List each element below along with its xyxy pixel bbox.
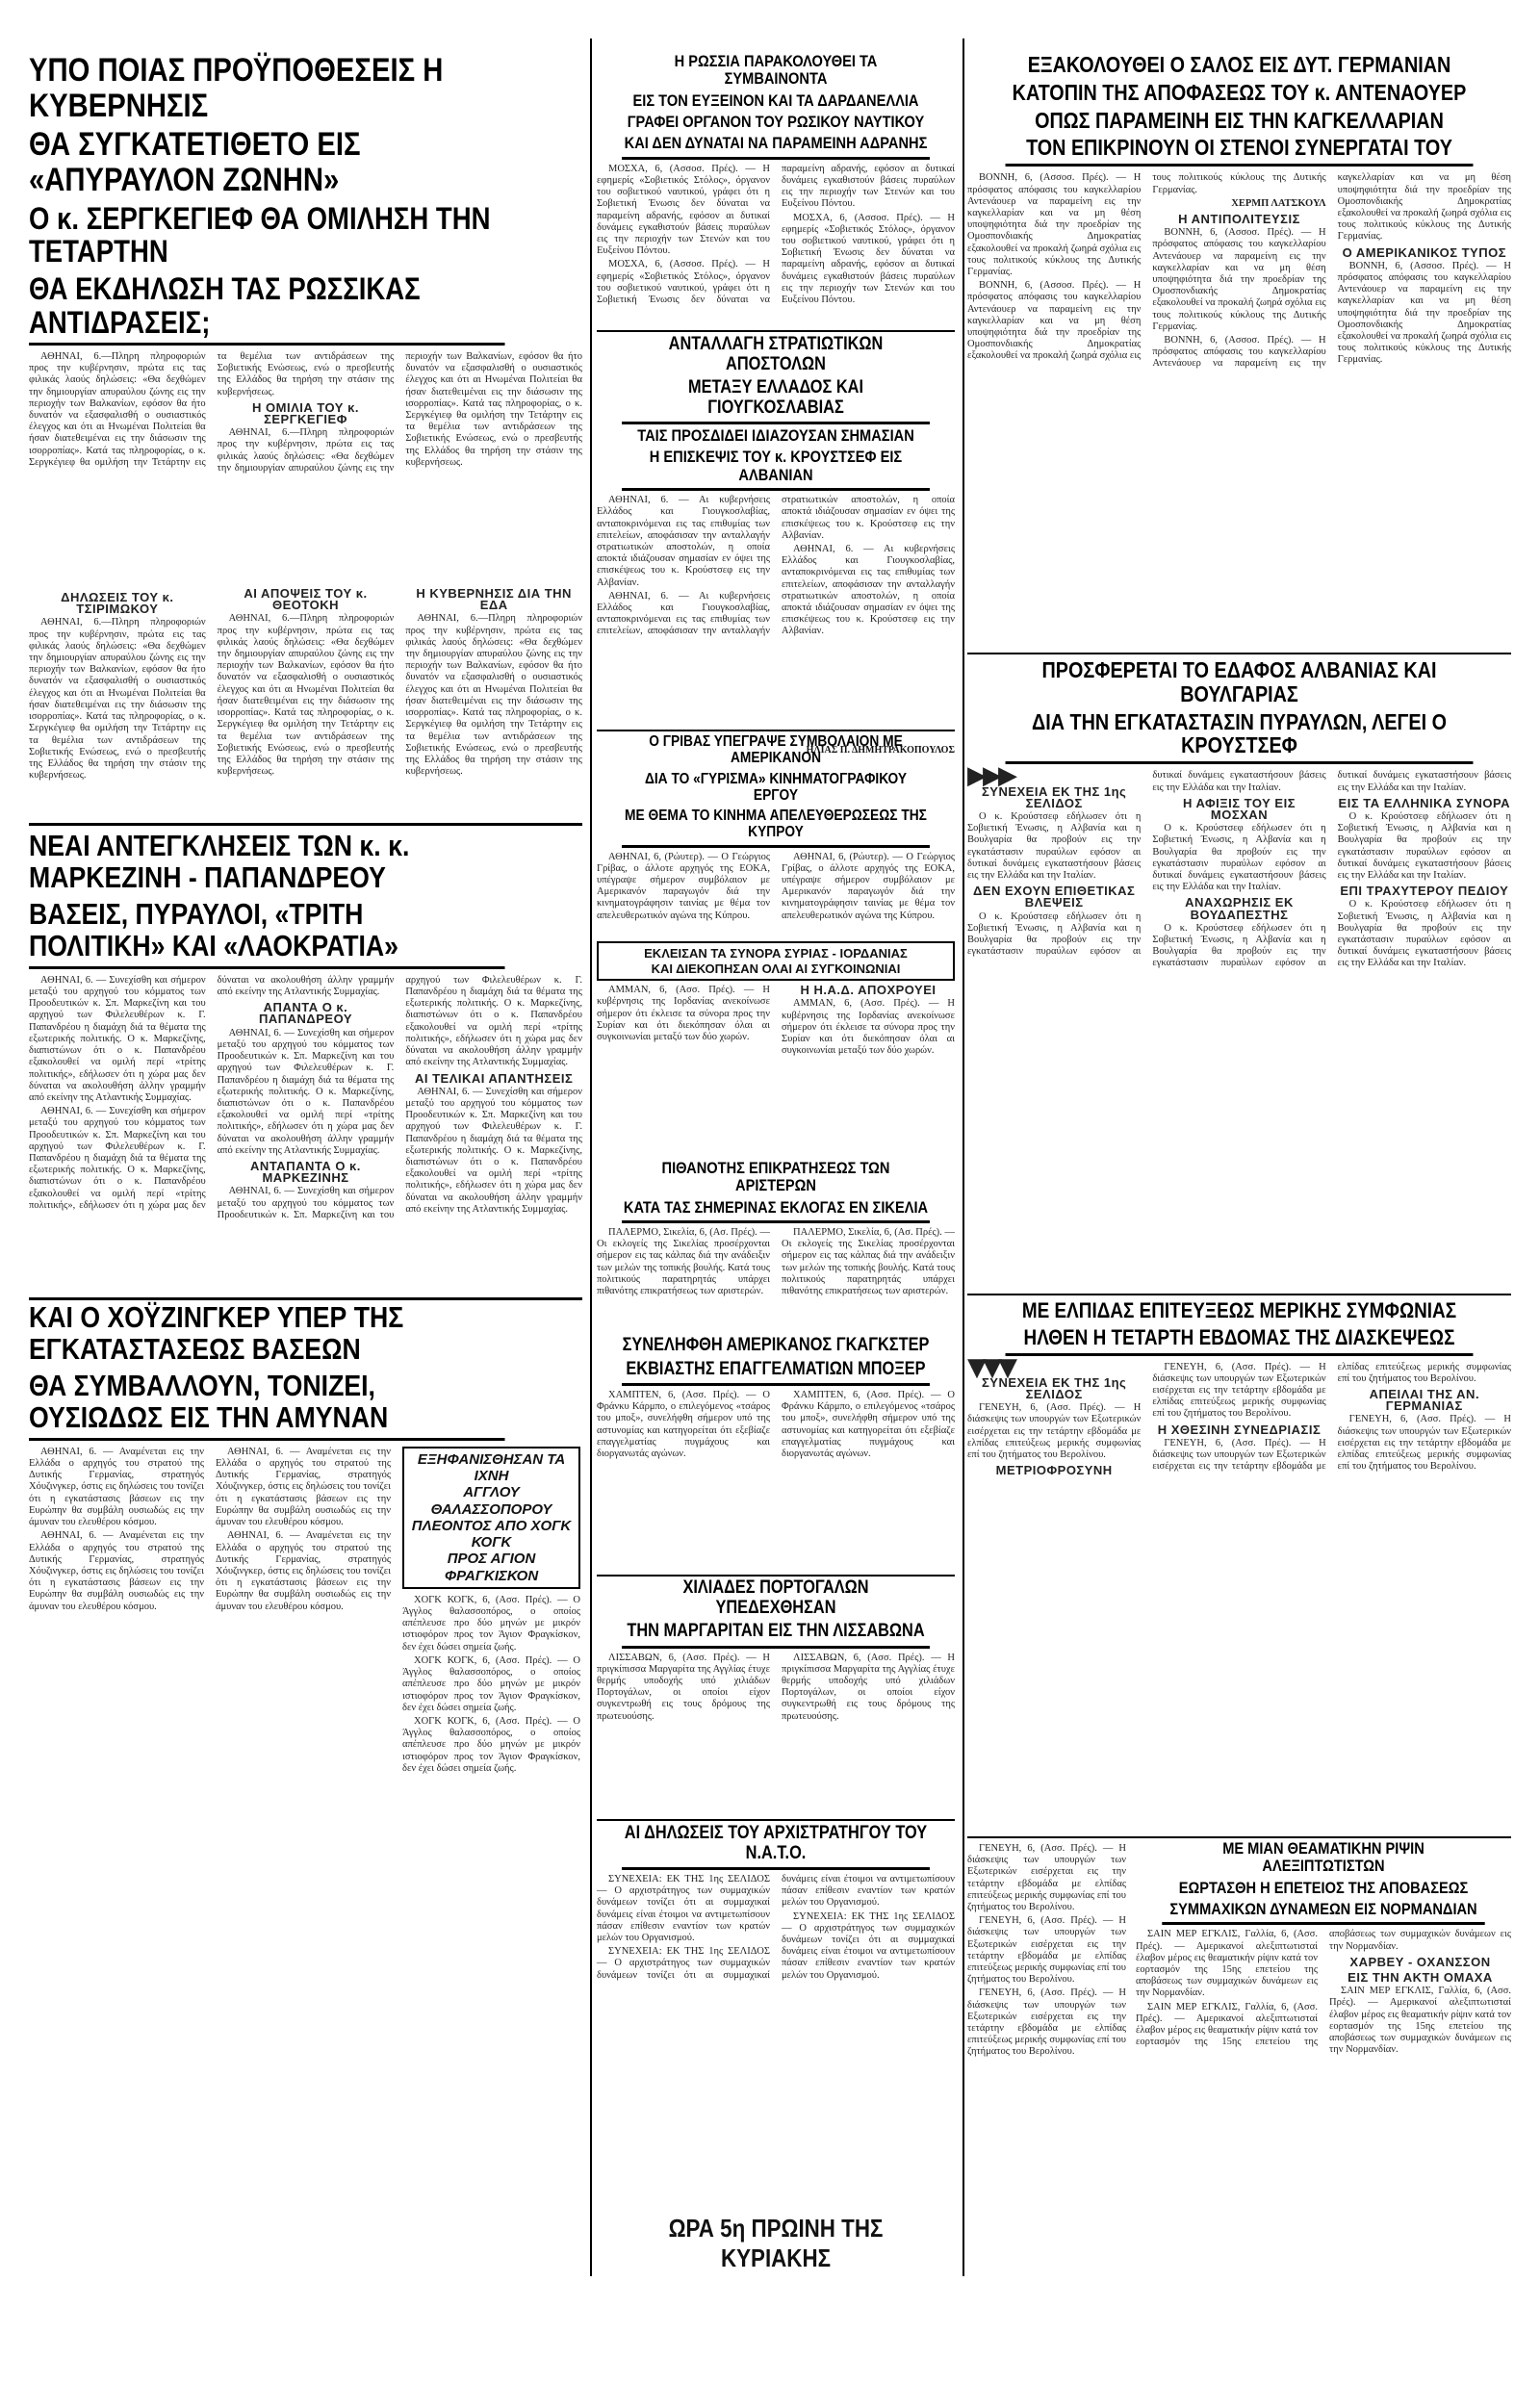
paragraph: ΑΘΗΝΑΙ, 6, (Ρώυτερ). — Ο Γεώργιος Γρίβας, ο άλλοτε αρχηγός της ΕΟΚΑ, υπέγραψε σήμερον συμβόλαιον με Αμερικανόν παραγωγόν διά την κινηματογράφησιν ταινίας με θέμα τον απελευθερωτικόν αγώνα της Κύπρου. [782,851,955,921]
continuation-label: ΣΥΝΕΧΕΙΑ ΕΚ ΤΗΣ 1ης ΣΕΛΙΔΟΣ [981,1374,1127,1401]
paragraph: ΑΘΗΝΑΙ, 6. — Συνεχίσθη και σήμερον μεταξύ του αρχηγού του κόμματος των Προοδευτικών κ. Σπ. Μαρκεζίνη και του αρχηγού των Φιλελευθέρων κ. Γ. Παπανδρέου η διαμάχη διά τα θέματα της εξωτερικής πολιτικής. Ο κ. Μαρκεζίνης, διαπιστώνων ότι ο κ. Παπανδρέου εξακολουθεί να ομιλή περί «τρίτης πολιτικής», εδήλωσεν ότι η χώρα μας δεν δύναται να ακολουθήση άλλην γραμμήν από εκείνην της Ατλαντικής Συμμαχίας. [217,1027,395,1156]
paragraph: ΑΘΗΝΑΙ, 6, (Ρώυτερ). — Ο Γεώργιος Γρίβας, ο άλλοτε αρχηγός της ΕΟΚΑ, υπέγραψε σήμερον συμβόλαιον με Αμερικανόν παραγωγόν διά την κινηματογράφησιν ταινίας με θέμα τον απελευθερωτικόν αγώνα της Κύπρου. [597,851,770,921]
paragraph: ΒΟΝΝΗ, 6, (Ασσοσ. Πρές). — Η πρόσφατος απόφασις του καγκελλαρίου Αντενάουερ να παραμείνη εις την καγκελλαρίαν και να μη θέση υποψηφιότητα διά την προεδρίαν της Ομοσπονδιακής Δημοκρατίας εξακολουθεί να προκαλή ζωηρά σχόλια εις τους πολιτικούς κύκλους της Δυτικής Γερμανίας. [1152,227,1326,332]
subheading: ΑΠΑΝΤΑ Ο κ. ΠΑΠΑΝΔΡΕΟΥ [258,1000,353,1027]
paragraph: Ο κ. Κρούστσεφ εδήλωσεν ότι η Σοβιετική Ένωσις, η Αλβανία και η Βουλγαρία θα προβούν εις την εγκατάστασιν πυραύλων εφόσον αι δυτικαί δυνάμεις εγκαταστήσουν βάσεις εις την Ελλάδα και την Ιταλίαν. [1152,770,1511,969]
headline: ΕΩΡΤΑΣΘΗ Η ΕΠΕΤΕΙΟΣ ΤΗΣ ΑΠΟΒΑΣΕΩΣ [1178,1878,1469,1897]
subheading: Η Η.Α.Δ. ΑΠΟΧΡΟΥΕΙ [800,983,937,998]
subheading: Η ΧΘΕΣΙΝΗ ΣΥΝΕΔΡΙΑΣΙΣ [1157,1422,1322,1437]
headline: Ο κ. ΣΕΡΓΚΕΓΙΕΦ ΘΑ ΟΜΙΛΗΣΗ ΤΗΝ ΤΕΤΑΡΤΗΝ [29,200,491,269]
headline: ΚΑΙ Ο ΧΟΫΖΙΝΓΚΕΡ ΥΠΕΡ ΤΗΣ ΕΓΚΑΤΑΣΤΑΣΕΩΣ ΒΑΣΕΩΝ [29,1300,404,1367]
section-rule [597,330,955,332]
subheading: Η ΟΜΙΛΙΑ ΤΟΥ κ. ΣΕΡΓΚΕΓΙΕΦ [252,399,359,427]
paragraph: ΑΘΗΝΑΙ, 6. — Αι κυβερνήσεις Ελλάδος και Γιουγκοσλαβίας, ανταποκρινόμεναι εις τας επιθυμίας των επιτελείων, αποφάσισαν την ανταλλαγήν στρατιωτικών αποστολών, η οποία αποκτά ιδιάζουσαν σημασίαν εν όψει της επισκέψεως του κ. Κρούστσεφ εις την Αλβανίαν. [782,543,955,637]
paragraph: ΑΘΗΝΑΙ, 6. — Αι κυβερνήσεις Ελλάδος και Γιουγκοσλαβίας, ανταποκρινόμεναι εις τας επιθυμίας των επιτελείων, αποφάσισαν την ανταλλαγήν στρατιωτικών αποστολών, η οποία αποκτά ιδιάζουσαν σημασίαν εν όψει της επισκέψεως του κ. Κρούστσεφ εις την Αλβανίαν. [597,495,955,637]
headline: ΔΙΑ ΤΟ «ΓΥΡΙΣΜΑ» ΚΙΝΗΜΑΤΟΓΡΑΦΙΚΟΥ ΕΡΓΟΥ [644,770,908,804]
headline: ΚΑΤΑ ΤΑΣ ΣΗΜΕΡΙΝΑΣ ΕΚΛΟΓΑΣ ΕΝ ΣΙΚΕΛΙΑ [622,1199,930,1223]
paragraph: ΓΕΝΕΥΗ, 6, (Ασσ. Πρές). — Η διάσκεψις των υπουργών των Εξωτερικών εισέρχεται εις την τετάρτην εβδομάδα με ελπίδας επιτεύξεως μερικής συμφωνίας επί του ζητήματος του Βερολίνου. [967,1915,1126,1986]
section-rule [967,1836,1511,1838]
subheading: ΕΙΣ ΤΗΝ ΑΚΤΗ ΟΜΑΧΑ [1348,1970,1493,1986]
paragraph: ΑΘΗΝΑΙ, 6. — Αναμένεται εις την Ελλάδα ο αρχηγός του στρατού της Δυτικής Γερμανίας, στρατηγός Χόυζινγκερ, όστις εις δηλώσεις του τονίζει ότι η εγκατάστασις βάσεων εις την Ευρώπην θα συμβάλη ουσιωδώς εις την άμυναν του ελευθέρου κόσμου. [29,1530,204,1612]
paragraph: ΒΟΝΝΗ, 6, (Ασσοσ. Πρές). — Η πρόσφατος απόφασις του καγκελλαρίου Αντενάουερ να παραμείνη εις την καγκελλαρίαν και να μη θέση υποψηφιότητα διά την προεδρίαν της Ομοσπονδιακής Δημοκρατίας εξακολουθεί να προκαλή ζωηρά σχόλια εις τους πολιτικούς κύκλους της Δυτικής Γερμανίας. [967,172,1142,277]
headline: ΜΕ ΕΛΠΙΔΑΣ ΕΠΙΤΕΥΞΕΩΣ ΜΕΡΙΚΗΣ ΣΥΜΦΩΝΙΑΣ [1021,1298,1457,1322]
paragraph: ΒΟΝΝΗ, 6, (Ασσοσ. Πρές). — Η πρόσφατος απόφασις του καγκελλαρίου Αντενάουερ να παραμείνη εις την καγκελλαρίαν και να μη θέση υποψηφιότητα διά την προεδρίαν της Ομοσπονδιακής Δημοκρατίας εξακολουθεί να προκαλή ζωηρά σχόλια εις τους πολιτικούς κύκλους της Δυτικής Γερμανίας. [1337,260,1511,366]
section-rule [597,1819,955,1821]
article-nato-commander [597,1824,955,2204]
article-body [29,975,582,1350]
paragraph: Ο κ. Κρούστσεφ εδήλωσεν ότι η Σοβιετική Ένωσις, η Αλβανία και η Βουλγαρία θα προβούν εις την εγκατάστασιν πυραύλων εφόσον αι δυτικαί δυνάμεις εγκαταστήσουν βάσεις εις την Ελλάδα και την Ιταλίαν. [1152,823,1326,893]
headline: ΚΑΙ ΔΕΝ ΔΥΝΑΤΑΙ ΝΑ ΠΑΡΑΜΕΙΝΗ ΑΔΡΑΝΗΣ [622,135,930,159]
paragraph: ΑΜΜΑΝ, 6, (Ασσ. Πρές). — Η κυβέρνησις της Ιορδανίας ανεκοίνωσε σήμερον ότι έκλεισε τα σύνορα προς την Συρίαν και ότι διεκόπησαν όλαι αι συγκοινωνίαι μεταξύ των δύο χωρών. [597,985,770,1042]
continuation-label: ΣΥΝΕΧΕΙΑ ΕΚ ΤΗΣ 1ης ΣΕΛΙΔΟΣ [981,783,1127,810]
article-syria-jordan [597,941,955,1153]
section-rule [967,1294,1511,1295]
paragraph: ΣΑΙΝ ΜΕΡ ΕΓΚΛΙΣ, Γαλλία, 6, (Ασσ. Πρές). — Αμερικανοί αλεξιπτωτισταί έλαβον μέρος εις θεαματικήν ρίψιν κατά τον εορτασμόν της 15ης επετείου της αποβάσεως των συμμαχικών δυνάμεων εις την Νορμανδίαν. [1136,1929,1511,2048]
article-body [402,1595,580,2384]
article-body [1136,1929,1511,2275]
paragraph: ΣΥΝΕΧΕΙΑ: ΕΚ ΤΗΣ 1ης ΣΕΛΙΔΟΣ — Ο αρχιστράτηγος των συμμαχικών δυνάμεων τονίζει ότι αι συμμαχικαί δυνάμεις είναι έτοιμοι να αντιμετωπίσουν πάσαν επίθεσιν εναντίον των κρατών μελών του Οργανισμού. [782,1910,955,1981]
paragraph: ΑΜΜΑΝ, 6, (Ασσ. Πρές). — Η κυβέρνησις της Ιορδανίας ανεκοίνωσε σήμερον ότι έκλεισε τα σύνορα προς την Συρίαν και ότι διεκόπησαν όλαι αι συγκοινωνίαι μεταξύ των δύο χωρών. [782,998,955,1057]
headline-box [597,941,955,981]
subheading: ΧΑΡΒΕΥ - ΟΧΑΝΣΣΟΝ [1349,1954,1491,1969]
article-body-continued [967,1843,1126,2271]
subheading: Ο ΑΜΕΡΙΚΑΝΙΚΟΣ ΤΥΠΟΣ [1342,244,1507,260]
article-geneva-conference [967,1299,1511,1833]
paragraph: ΣΥΝΕΧΕΙΑ: ΕΚ ΤΗΣ 1ης ΣΕΛΙΔΟΣ — Ο αρχιστράτηγος των συμμαχικών δυνάμεων τονίζει ότι αι συμμαχικαί δυνάμεις είναι έτοιμοι να αντιμετωπίσουν πάσαν επίθεσιν εναντίον των κρατών μελών του Οργανισμού. [597,1874,770,1944]
subheading: ΑΝΑΧΩΡΗΣΙΣ ΕΚ ΒΟΥΔΑΠΕΣΤΗΣ [1185,895,1294,922]
paragraph: ΧΟΓΚ ΚΟΓΚ, 6, (Ασσ. Πρές). — Ο Άγγλος θαλασσοπόρος, ο οποίος απέπλευσε προ δύο μηνών με μικρόν ιστιοφόρον προς τον Άγιον Φραγκίσκον, δεν έχει δώσει σημεία ζωής. [402,1715,580,1774]
paragraph: ΑΘΗΝΑΙ, 6. — Συνεχίσθη και σήμερον μεταξύ του αρχηγού του κόμματος των Προοδευτικών κ. Σπ. Μαρκεζίνη και του αρχηγού των Φιλελευθέρων κ. Γ. Παπανδρέου η διαμάχη διά τα θέματα της εξωτερικής πολιτικής. Ο κ. Μαρκεζίνης, διαπιστώνων ότι ο κ. Παπανδρέου εξακολουθεί να ομιλή περί «τρίτης πολιτικής», εδήλωσεν ότι η χώρα μας δεν δύναται να ακολουθήση άλλην γραμμήν από εκείνην της Ατλαντικής Συμμαχίας. [405,1086,582,1215]
article-body [597,1227,955,1343]
paragraph: ΛΙΣΣΑΒΩΝ, 6, (Ασσ. Πρές). — Η πριγκίπισσα Μαργαρίτα της Αγγλίας έτυχε θερμής υποδοχής υπό χιλιάδων Πορτογάλων, οι οποίοι είχον συγκεντρωθή εις τους δρόμους της πρωτευούσης. [597,1652,770,1722]
column-rule [590,38,592,2276]
paragraph: Ο κ. Κρούστσεφ εδήλωσεν ότι η Σοβιετική Ένωσις, η Αλβανία και η Βουλγαρία θα προβούν εις την εγκατάστασιν πυραύλων εφόσον αι δυτικαί δυνάμεις εγκαταστήσουν βάσεις εις την Ελλάδα και την Ιταλίαν. [967,810,1142,881]
paragraph: ΑΘΗΝΑΙ, 6.—Πληρη πληροφοριών προς την κυβέρνησιν, πρώτα εις τας φιλικάς λαούς δηλώσεις: «Θα δεχθώμεν την δημιουργίαν απυραύλου ζώνης εις την περιοχήν των Βαλκανίων, εφόσον θα ήτο δυνατόν να εξασφαλισθή ο ουσιαστικός έλεγχος και ότι αι Ηνωμέναι Πολιτείαι θα ήσαν διατεθειμέναι εις την διάσωσιν της ισορροπίας». Κατά τας πληροφορίας, ο κ. Σεργκέγιεφ θα ομιλήση την Τετάρτην εις τα θεμέλια των αντιδράσεων της Σοβιετικής Ενώσεως, ενώ ο πρεσβευτής της Ελλάδος θα τηρήση την στάσιν της κυβερνήσεως. [217,613,395,778]
headline: ΚΑΙ ΔΙΕΚΟΠΗΣΑΝ ΟΛΑΙ ΑΙ ΣΥΓΚΟΙΝΩΝΙΑΙ [651,961,901,976]
paragraph: ΑΘΗΝΑΙ, 6. — Αι κυβερνήσεις Ελλάδος και Γιουγκοσλαβίας, ανταποκρινόμεναι εις τας επιθυμίας των επιτελείων, αποφάσισαν την ανταλλαγήν στρατιωτικών αποστολών, η οποία αποκτά ιδιάζουσαν σημασίαν εν όψει της επισκέψεως του κ. Κρούστσεφ εις την Αλβανίαν. [597,495,770,588]
headline: ΚΑΤΟΠΙΝ ΤΗΣ ΑΠΟΦΑΣΕΩΣ ΤΟΥ κ. ΑΝΤΕΝΑΟΥΕΡ [1012,79,1467,105]
paragraph: ΧΑΜΠΤΕΝ, 6, (Ασσ. Πρές). — Ο Φράνκυ Κάρμπο, ο επιλεγόμενος «τσάρος του μποξ», συνελήφθη σήμερον υπό της αστυνομίας και κατηγορείται ότι εξεβίαζε επαγγελματίας πυγμάχους και διοργανωτάς αγώνων. [597,1390,770,1460]
paragraph: ΜΟΣΧΑ, 6, (Ασσοσ. Πρές). — Η εφημερίς «Σοβιετικός Στόλος», όργανον του σοβιετικού ναυτικού, γράφει ότι η Σοβιετική Ένωσις δεν δύναται να παραμείνη αδρανής, εφόσον αι δυτικαί δυνάμεις εγκαθιστούν βάσεις πυραύλων εις την περιοχήν των Στενών και του Ευξείνου Πόντου. [597,163,770,257]
headline: ΕΚΒΙΑΣΤΗΣ ΕΠΑΓΓΕΛΜΑΤΙΩΝ ΜΠΟΞΕΡ [622,1360,930,1387]
article-russia-straits [597,53,955,327]
section-rule [29,823,582,826]
headline: ΘΑ ΣΥΜΒΑΛΛΟΥΝ, ΤΟΝΙΖΕΙ, ΟΥΣΙΩΔΩΣ ΕΙΣ ΤΗΝ ΑΜΥΝΑΝ [29,1370,505,1441]
subheading: ΕΠΙ ΤΡΑΧΥΤΕΡΟΥ ΠΕΔΙΟΥ [1340,884,1509,899]
subheading: ΑΠΕΙΛΑΙ ΤΗΣ ΑΝ. ΓΕΡΜΑΝΙΑΣ [1369,1386,1480,1414]
subheading: ΑΙ ΤΕΛΙΚΑΙ ΑΠΑΝΤΗΣΕΙΣ [414,1070,574,1086]
subheading: ΑΙ ΑΠΟΨΕΙΣ ΤΟΥ κ. ΘΕΟΤΟΚΗ [244,586,368,613]
subheading: ΜΕΤΡΙΟΦΡΟΣΥΝΗ [995,1463,1113,1478]
paragraph: Ο κ. Κρούστσεφ εδήλωσεν ότι η Σοβιετική Ένωσις, η Αλβανία και η Βουλγαρία θα προβούν εις την εγκατάστασιν πυραύλων εφόσον αι δυτικαί δυνάμεις εγκαταστήσουν βάσεις εις την Ελλάδα και την Ιταλίαν. [1337,810,1511,881]
paragraph: ΛΙΣΣΑΒΩΝ, 6, (Ασσ. Πρές). — Η πριγκίπισσα Μαργαρίτα της Αγγλίας έτυχε θερμής υποδοχής υπό χιλιάδων Πορτογάλων, οι οποίοι είχον συγκεντρωθή εις τους δρόμους της πρωτευούσης. [782,1652,955,1722]
subheading: ΔΕΝ ΕΧΟΥΝ ΕΠΙΘΕΤΙΚΑΣ ΒΛΕΨΕΙΣ [972,884,1136,910]
paragraph: ΑΘΗΝΑΙ, 6.—Πληρη πληροφοριών προς την κυβέρνησιν, πρώτα εις τας φιλικάς λαούς δηλώσεις: «Θα δεχθώμεν την δημιουργίαν απυραύλου ζώνης εις την περιοχήν των Βαλκανίων, εφόσον θα ήτο δυνατόν να εξασφαλισθή ο ουσιαστικός έλεγχος και ότι αι Ηνωμέναι Πολιτείαι θα ήσαν διατεθειμέναι εις την διάσωσιν της ισορροπίας». Κατά τας πληροφορίας, ο κ. Σεργκέγιεφ θα ομιλήση την Τετάρτην εις τα θεμέλια των αντιδράσεων της Σοβιετικής Ενώσεως, ενώ ο πρεσβευτής της Ελλάδος θα τηρήση την στάσιν της κυβερνήσεως. [29,617,206,782]
arrows-icon: ▶▶▶ [967,761,1014,791]
paragraph: ΓΕΝΕΥΗ, 6, (Ασσ. Πρές). — Η διάσκεψις των υπουργών των Εξωτερικών εισέρχεται εις την τετάρτην εβδομάδα με ελπίδας επιτεύξεως μερικής συμφωνίας επί του ζητήματος του Βερολίνου. [967,1843,1126,1913]
article-body [29,1447,391,2332]
article-missile-zone [29,53,582,828]
headline: ΕΞΑΚΟΛΟΥΘΕΙ Ο ΣΑΛΟΣ ΕΙΣ ΔΥΤ. ΓΕΡΜΑΝΙΑΝ [1027,52,1451,77]
paragraph: ΓΕΝΕΥΗ, 6, (Ασσ. Πρές). — Η διάσκεψις των υπουργών των Εξωτερικών εισέρχεται εις την τετάρτην εβδομάδα με ελπίδας επιτεύξεως μερικής συμφωνίας επί του ζητήματος του Βερολίνου. [1337,1414,1511,1473]
paragraph: ΓΕΝΕΥΗ, 6, (Ασσ. Πρές). — Η διάσκεψις των υπουργών των Εξωτερικών εισέρχεται εις την τετάρτην εβδομάδα με ελπίδας επιτεύξεως μερικής συμφωνίας επί του ζητήματος του Βερολίνου. [967,1402,1142,1460]
section-rule [597,730,955,731]
headline: ΜΕ ΜΙΑΝ ΘΕΑΜΑΤΙΚΗΝ ΡΙΨΙΝ ΑΛΕΞΙΠΤΩΤΙΣΤΩΝ [1222,1839,1424,1876]
article-body [597,164,955,351]
headline: ΜΕΤΑΞΥ ΕΛΛΑΔΟΣ ΚΑΙ ΓΙΟΥΓΚΟΣΛΑΒΙΑΣ [622,378,930,424]
headline: ΒΑΣΕΙΣ, ΠΥΡΑΥΛΟΙ, «ΤΡΙΤΗ ΠΟΛΙΤΙΚΗ» ΚΑΙ «ΛΑΟΚΡΑΤΙΑ» [29,898,505,969]
paragraph: ΑΘΗΝΑΙ, 6.—Πληρη πληροφοριών προς την κυβέρνησιν, πρώτα εις τας φιλικάς λαούς δηλώσεις: «Θα δεχθώμεν την δημιουργίαν απυραύλου ζώνης εις την περιοχήν των Βαλκανίων, εφόσον θα ήτο δυνατόν να εξασφαλισθή ο ουσιαστικός έλεγχος και ότι αι Ηνωμέναι Πολιτείαι θα ήσαν διατεθειμέναι εις την διάσωσιν της ισορροπίας». Κατά τας πληροφορίας, ο κ. Σεργκέγιεφ θα ομιλήση την Τετάρτην εις τα θεμέλια των αντιδράσεων της Σοβιετικής Ενώσεως, ενώ ο πρεσβευτής της Ελλάδος θα τηρήση την στάσιν της κυβερνήσεως. [405,613,582,778]
headline: ΕΚΛΕΙΣΑΝ ΤΑ ΣΥΝΟΡΑ ΣΥΡΙΑΣ - ΙΟΡΔΑΝΙΑΣ [644,946,908,961]
section-rule [597,1575,955,1577]
byline: ΗΛΙΑΣ Π. ΔΗΜΗΤΡΑΚΟΠΟΥΛΟΣ [806,745,955,756]
headline: ΤΟΝ ΕΠΙΚΡΙΝΟΥΝ ΟΙ ΣΤΕΝΟΙ ΣΥΝΕΡΓΑΤΑΙ ΤΟΥ [1006,136,1474,167]
article-body [29,588,582,848]
subheading: Η ΑΝΤΙΠΟΛΙΤΕΥΣΙΣ [1178,211,1300,226]
paragraph: ΧΟΓΚ ΚΟΓΚ, 6, (Ασσ. Πρές). — Ο Άγγλος θαλασσοπόρος, ο οποίος απέπλευσε προ δύο μηνών με μικρόν ιστιοφόρον προς τον Άγιον Φραγκίσκον, δεν έχει δώσει σημεία ζωής. [402,1594,580,1653]
article-body [597,495,955,745]
paragraph: ΑΘΗΝΑΙ, 6. — Αναμένεται εις την Ελλάδα ο αρχηγός του στρατού της Δυτικής Γερμανίας, στρατηγός Χόυζινγκερ, όστις εις δηλώσεις του τονίζει ότι η εγκατάστασις βάσεων εις την Ευρώπην θα συμβάλη ουσιωδώς εις την άμυναν του ελευθέρου κόσμου. [216,1446,391,1528]
headline: ΜΕ ΘΕΜΑ ΤΟ ΚΙΝΗΜΑ ΑΠΕΛΕΥΘΕΡΩΣΕΩΣ ΤΗΣ ΚΥΠΡΟΥ [622,807,930,848]
paragraph: ΜΟΣΧΑ, 6, (Ασσοσ. Πρές). — Η εφημερίς «Σοβιετικός Στόλος», όργανον του σοβιετικού ναυτικού, γράφει ότι η Σοβιετική Ένωσις δεν δύναται να παραμείνη αδρανής, εφόσον αι δυτικαί δυνάμεις εγκαθιστούν βάσεις πυραύλων εις την περιοχήν των Στενών και του Ευξείνου Πόντου. [782,212,955,306]
headline: ΟΠΩΣ ΠΑΡΑΜΕΙΝΗ ΕΙΣ ΤΗΝ ΚΑΓΚΕΛΛΑΡΙΑΝ [1035,107,1444,133]
paragraph: ΧΑΜΠΤΕΝ, 6, (Ασσ. Πρές). — Ο Φράνκυ Κάρμπο, ο επιλεγόμενος «τσάρος του μποξ», συνελήφθη σήμερον υπό της αστυνομίας και κατηγορείται ότι εξεβίαζε επαγγελματίας πυγμάχους και διοργανωτάς αγώνων. [782,1390,955,1460]
article-body [967,1352,1511,1814]
headline: ΕΙΣ ΤΟΝ ΕΥΞΕΙΝΟΝ ΚΑΙ ΤΑ ΔΑΡΔΑΝΕΛΛΙΑ [632,90,919,110]
paragraph: ΑΘΗΝΑΙ, 6.—Πληρη πληροφοριών προς την κυβέρνησιν, πρώτα εις τας φιλικάς λαούς δηλώσεις: «Θα δεχθώμεν την δημιουργίαν απυραύλου ζώνης εις την περιοχήν των Βαλκανίων, εφόσον θα ήτο δυνατόν να εξασφαλισθή ο ουσιαστικός έλεγχος και ότι αι Ηνωμέναι Πολιτείαι θα ήσαν διατεθειμέναι εις την διάσωσιν της ισορροπίας». Κατά τας πληροφορίας, ο κ. Σεργκέγιεφ θα ομιλήση την Τετάρτην εις τα θεμέλια των αντιδράσεων της Σοβιετικής Ενώσεως, ενώ ο πρεσβευτής της Ελλάδος θα τηρήση την στάσιν της κυβερνήσεως. [29,351,395,468]
article-body [967,761,1511,1309]
article-body [597,985,955,1143]
headline: ΔΙΑ ΤΗΝ ΕΓΚΑΤΑΣΤΑΣΙΝ ΠΥΡΑΥΛΩΝ, ΛΕΓΕΙ Ο ΚΡΟΥΣΤΣΕΦ [1006,710,1474,765]
article-body [597,1390,955,1563]
paragraph: ΑΘΗΝΑΙ, 6. — Συνεχίσθη και σήμερον μεταξύ του αρχηγού του κόμματος των Προοδευτικών κ. Σπ. Μαρκεζίνη και του αρχηγού των Φιλελευθέρων κ. Γ. Παπανδρέου η διαμάχη διά τα θέματα της εξωτερικής πολιτικής. Ο κ. Μαρκεζίνης, διαπιστώνων ότι ο κ. Παπανδρέου εξακολουθεί να ομιλή περί «τρίτης πολιτικής», εδήλωσεν ότι η χώρα μας δεν δύναται να ακολουθήση άλλην γραμμήν από εκείνην της Ατλαντικής Συμμαχίας. [29,974,395,1211]
article-body [967,172,1511,625]
article-albania-bulgaria [967,658,1511,1289]
headline: ΑΓΓΛΟΥ ΘΑΛΑΣΣΟΠΟΡΟΥ [430,1484,552,1518]
headline: ΗΛΘΕΝ Η ΤΕΤΑΡΤΗ ΕΒΔΟΜΑΣ ΤΗΣ ΔΙΑΣΚΕΨΕΩΣ [1006,1326,1474,1356]
paragraph: ΒΟΝΝΗ, 6, (Ασσοσ. Πρές). — Η πρόσφατος απόφασις του καγκελλαρίου Αντενάουερ να παραμείνη εις την καγκελλαρίαν και να μη θέση υποψηφιότητα διά την προεδρίαν της Ομοσπονδιακής Δημοκρατίας εξακολουθεί να προκαλή ζωηρά σχόλια εις τους πολιτικούς κύκλους της Δυτικής Γερμανίας. [967,172,1326,362]
paragraph: ΑΘΗΝΑΙ, 6. — Συνεχίσθη και σήμερον μεταξύ του αρχηγού του κόμματος των Προοδευτικών κ. Σπ. Μαρκεζίνη και του αρχηγού των Φιλελευθέρων κ. Γ. Παπανδρέου η διαμάχη διά τα θέματα της εξωτερικής πολιτικής. Ο κ. Μαρκεζίνης, διαπιστώνων ότι ο κ. Παπανδρέου εξακολουθεί να ομιλή περί «τρίτης πολιτικής», εδήλωσεν ότι η χώρα μας δεν δύναται να ακολουθήση άλλην γραμμήν από εκείνην της Ατλαντικής Συμμαχίας. [29,974,206,1103]
headline: Η ΕΠΙΣΚΕΨΙΣ ΤΟΥ κ. ΚΡΟΥΣΤΣΕΦ ΕΙΣ ΑΛΒΑΝΙΑΝ [622,449,930,491]
arrows-icon: ▼▼▼ [967,1352,1014,1382]
subheading: ΕΙΣ ΤΑ ΕΛΛΗΝΙΚΑ ΣΥΝΟΡΑ [1338,795,1511,810]
article-grivas [597,733,955,936]
headline: ΠΛΕΟΝΤΟΣ ΑΠΟ ΧΟΓΚ ΚΟΓΚ [411,1517,572,1551]
headline: ΠΙΘΑΝΟΤΗΣ ΕΠΙΚΡΑΤΗΣΕΩΣ ΤΩΝ ΑΡΙΣΤΕΡΩΝ [661,1159,890,1195]
paragraph: ΑΘΗΝΑΙ, 6. — Συνεχίσθη και σήμερον μεταξύ του αρχηγού του κόμματος των Προοδευτικών κ. Σπ. Μαρκεζίνη και του αρχηγού των Φιλελευθέρων κ. Γ. Παπανδρέου η διαμάχη διά τα θέματα της εξωτερικής πολιτικής. Ο κ. Μαρκεζίνης, διαπιστώνων ότι ο κ. Παπανδρέου εξακολουθεί να ομιλή περί «τρίτης πολιτικής», εδήλωσεν ότι η χώρα μας δεν δύναται να ακολουθήση άλλην γραμμήν από εκείνην της Ατλαντικής Συμμαχίας. [217,974,582,1220]
section-rule [967,653,1511,654]
article-margaret-lisbon [597,1578,955,1817]
paragraph: Ο κ. Κρούστσεφ εδήλωσεν ότι η Σοβιετική Ένωσις, η Αλβανία και η Βουλγαρία θα προβούν εις την εγκατάστασιν πυραύλων εφόσον αι δυτικαί δυνάμεις εγκαταστήσουν βάσεις εις την Ελλάδα και την Ιταλίαν. [1337,899,1511,969]
subheading: Η ΚΥΒΕΡΝΗΣΙΣ ΔΙΑ ΤΗΝ ΕΔΑ [416,586,572,613]
article-gangster [597,1336,955,1572]
article-markezinis-papandreou [29,830,582,1296]
paragraph: ΑΘΗΝΑΙ, 6. — Αναμένεται εις την Ελλάδα ο αρχηγός του στρατού της Δυτικής Γερμανίας, στρατηγός Χόυζινγκερ, όστις εις δηλώσεις του τονίζει ότι η εγκατάστασις βάσεων εις την Ευρώπην θα συμβάλη ουσιωδώς εις την άμυναν του ελευθέρου κόσμου. [29,1446,204,1528]
subheading: ΔΗΛΩΣΕΙΣ ΤΟΥ κ. ΤΣΙΡΙΜΩΚΟΥ [61,590,174,617]
headline: ΕΞΗΦΑΝΙΣΘΗΣΑΝ ΤΑ ΙΧΝΗ [417,1450,566,1485]
article-body [597,1874,955,2192]
subheading: ΑΝΤΑΠΑΝΤΑ Ο κ. ΜΑΡΚΕΖΙΝΗΣ [250,1158,361,1186]
paragraph: ΑΘΗΝΑΙ, 6. — Αναμένεται εις την Ελλάδα ο αρχηγός του στρατού της Δυτικής Γερμανίας, στρατηγός Χόυζινγκερ, όστις εις δηλώσεις του τονίζει ότι η εγκατάστασις βάσεων εις την Ευρώπην θα συμβάλη ουσιωδώς εις την άμυναν του ελευθέρου κόσμου. [216,1530,391,1612]
byline: ΧΕΡΜΠ ΛΑΤΣΚΟΥΛ [1231,197,1326,209]
subheading: Η ΑΦΙΞΙΣ ΤΟΥ ΕΙΣ ΜΟΣΧΑΝ [1182,795,1296,822]
paragraph: ΣΑΙΝ ΜΕΡ ΕΓΚΛΙΣ, Γαλλία, 6, (Ασσ. Πρές). — Αμερικανοί αλεξιπτωτισταί έλαβον μέρος εις θεαματικήν ρίψιν κατά τον εορτασμόν της 15ης επετείου της αποβάσεως των συμμαχικών δυνάμεων εις την Νορμανδίαν. [1329,1986,1511,2056]
article-body [597,1653,955,1831]
paragraph: ΣΑΙΝ ΜΕΡ ΕΓΚΛΙΣ, Γαλλία, 6, (Ασσ. Πρές). — Αμερικανοί αλεξιπτωτισταί έλαβον μέρος εις θεαματικήν ρίψιν κατά τον εορτασμόν της 15ης επετείου της αποβάσεως των συμμαχικών δυνάμεων εις την Νορμανδίαν. [1136,1929,1318,1999]
paragraph: ΓΕΝΕΥΗ, 6, (Ασσ. Πρές). — Η διάσκεψις των υπουργών των Εξωτερικών εισέρχεται εις την τετάρτην εβδομάδα με ελπίδας επιτεύξεως μερικής συμφωνίας επί του ζητήματος του Βερολίνου. [967,1987,1126,2058]
paragraph: ΣΥΝΕΧΕΙΑ: ΕΚ ΤΗΣ 1ης ΣΕΛΙΔΟΣ — Ο αρχιστράτηγος των συμμαχικών δυνάμεων τονίζει ότι αι συμμαχικαί δυνάμεις είναι έτοιμοι να αντιμετωπίσουν πάσαν επίθεσιν εναντίον των κρατών μελών του Οργανισμού. [597,1874,955,1981]
headline: ΤΗΝ ΜΑΡΓΑΡΙΤΑΝ ΕΙΣ ΤΗΝ ΛΙΣΣΑΒΩΝΑ [622,1622,930,1649]
headline: ΑΝΤΑΛΛΑΓΗ ΣΤΡΑΤΙΩΤΙΚΩΝ ΑΠΟΣΤΟΛΩΝ [668,334,884,374]
headline: Η ΡΩΣΣΙΑ ΠΑΡΑΚΟΛΟΥΘΕΙ ΤΑ ΣΥΜΒΑΙΝΟΝΤΑ [674,52,878,89]
article-body [29,351,582,582]
headline: ΝΕΑΙ ΑΝΤΕΓΚΛΗΣΕΙΣ ΤΩΝ κ. κ. ΜΑΡΚΕΖΙΝΗ - ΠΑΠΑΝΔΡΕΟΥ [29,829,410,895]
headline: ΥΠΟ ΠΟΙΑΣ ΠΡΟΫΠΟΘΕΣΕΙΣ Η ΚΥΒΕΡΝΗΣΙΣ [29,52,444,124]
article-west-germany [967,53,1511,650]
headline: ΣΥΜΜΑΧΙΚΩΝ ΔΥΝΑΜΕΩΝ ΕΙΣ ΝΟΡΜΑΝΔΙΑΝ [1162,1901,1484,1925]
headline: ΣΥΝΕΛΗΦΘΗ ΑΜΕΡΙΚΑΝΟΣ ΓΚΑΓΚΣΤΕΡ [622,1335,930,1355]
article-heusinger [29,1301,582,2273]
headline: ΓΡΑΦΕΙ ΟΡΓΑΝΟΝ ΤΟΥ ΡΩΣΙΚΟΥ ΝΑΥΤΙΚΟΥ [627,113,925,132]
headline: ΧΙΛΙΑΔΕΣ ΠΟΡΤΟΓΑΛΩΝ ΥΠΕΔΕΧΘΗΣΑΝ [682,1577,869,1618]
headline: Ο ΓΡΙΒΑΣ ΥΠΕΓΡΑΨΕ ΣΥΜΒΟΛΑΙΟΝ ΜΕ ΑΜΕΡΙΚΑΝΟΝ [649,733,903,767]
sidebar-article-sailor [402,1447,580,2384]
headline: ΤΑΙΣ ΠΡΟΣΔΙΔΕΙ ΙΔΙΑΖΟΥΣΑΝ ΣΗΜΑΣΙΑΝ [637,426,914,446]
paragraph: ΑΘΗΝΑΙ, 6.—Πληρη πληροφοριών προς την κυβέρνησιν, πρώτα εις τας φιλικάς λαούς δηλώσεις: «Θα δεχθώμεν την δημιουργίαν απυραύλου ζώνης εις την περιοχήν των Βαλκανίων, εφόσον θα ήτο δυνατόν να εξασφαλισθή ο ουσιαστικός έλεγχος και ότι αι Ηνωμέναι Πολιτείαι θα ήσαν διατεθειμέναι εις την διάσωσιν της ισορροπίας». Κατά τας πληροφορίας, ο κ. Σεργκέγιεφ θα ομιλήση την Τετάρτην εις τα θεμέλια των αντιδράσεων της Σοβιετικής Ενώσεως, ενώ ο πρεσβευτής της Ελλάδος θα τηρήση την στάσιν της κυβερνήσεως. [217,351,582,474]
paragraph: ΓΕΝΕΥΗ, 6, (Ασσ. Πρές). — Η διάσκεψις των υπουργών των Εξωτερικών εισέρχεται εις την τετάρτην εβδομάδα με ελπίδας επιτεύξεως μερικής συμφωνίας επί του ζητήματος του Βερολίνου. [1152,1361,1326,1420]
paragraph: ΠΑΛΕΡΜΟ, Σικελία, 6, (Ασ. Πρές). — Οι εκλογείς της Σικελίας προσέρχονται σήμερον εις τας κάλπας διά την ανάδειξιν των μελών της τοπικής βουλής. Κατά τους πολιτικούς παρατηρητάς υπάρχει πιθανότης επικρατήσεως των αριστερών. [597,1227,770,1297]
paragraph: ΠΑΛΕΡΜΟ, Σικελία, 6, (Ασ. Πρές). — Οι εκλογείς της Σικελίας προσέρχονται σήμερον εις τας κάλπας διά την ανάδειξιν των μελών της τοπικής βουλής. Κατά τους πολιτικούς παρατηρητάς υπάρχει πιθανότης επικρατήσεως των αριστερών. [782,1227,955,1297]
headline: ΠΡΟΣΦΕΡΕΤΑΙ ΤΟ ΕΔΑΦΟΣ ΑΛΒΑΝΙΑΣ ΚΑΙ ΒΟΥΛΓΑΡΙΑΣ [1041,657,1437,706]
paragraph: ΧΟΓΚ ΚΟΓΚ, 6, (Ασσ. Πρές). — Ο Άγγλος θαλασσοπόρος, ο οποίος απέπλευσε προ δύο μηνών με μικρόν ιστιοφόρον προς τον Άγιον Φραγκίσκον, δεν έχει δώσει σημεία ζωής. [402,1654,580,1713]
article-normandy [1136,1840,1511,2273]
headline: ΑΙ ΔΗΛΩΣΕΙΣ ΤΟΥ ΑΡΧΙΣΤΡΑΤΗΓΟΥ ΤΟΥ Ν.Α.Τ.Ο. [622,1824,930,1870]
headline: ΘΑ ΣΥΓΚΑΤΕΤΙΘΕΤΟ ΕΙΣ «ΑΠΥΡΑΥΛΟΝ ΖΩΝΗΝ» [29,126,361,199]
headline: ΠΡΟΣ ΑΓΙΟΝ ΦΡΑΓΚΙΣΚΟΝ [444,1551,539,1584]
paragraph: ΓΕΝΕΥΗ, 6, (Ασσ. Πρές). — Η διάσκεψις των υπουργών των Εξωτερικών εισέρχεται εις την τετάρτην εβδομάδα με ελπίδας επιτεύξεως μερικής συμφωνίας επί του ζητήματος του Βερολίνου. [1152,1361,1511,1473]
paragraph: ΜΟΣΧΑ, 6, (Ασσοσ. Πρές). — Η εφημερίς «Σοβιετικός Στόλος», όργανον του σοβιετικού ναυτικού, γράφει ότι η Σοβιετική Ένωσις δεν δύναται να παραμείνη αδρανής, εφόσον αι δυτικαί δυνάμεις εγκαθιστούν βάσεις πυραύλων εις την περιοχήν των Στενών και του Ευξείνου Πόντου. [597,163,955,306]
bottom-note: ΩΡΑ 5η ΠΡΩΙΝΗ ΤΗΣ ΚΥΡΙΑΚΗΣ [668,2214,884,2272]
article-sicily-elections [597,1160,955,1331]
paragraph: ΒΟΝΝΗ, 6, (Ασσοσ. Πρές). — Η πρόσφατος απόφασις του καγκελλαρίου Αντενάουερ να παραμείνη εις την καγκελλαρίαν και να μη θέση υποψηφιότητα διά την προεδρίαν της Ομοσπονδιακής Δημοκρατίας εξακολουθεί να προκαλή ζωηρά σχόλια εις τους πολιτικούς κύκλους της Δυτικής Γερμανίας. [1152,172,1511,370]
column-rule [962,38,964,2276]
headline: ΘΑ ΕΚΔΗΛΩΣΗ ΤΑΣ ΡΩΣΣΙΚΑΣ ΑΝΤΙΔΡΑΣΕΙΣ; [29,272,505,346]
paragraph: Ο κ. Κρούστσεφ εδήλωσεν ότι η Σοβιετική Ένωσις, η Αλβανία και η Βουλγαρία θα προβούν εις την εγκατάστασιν πυραύλων εφόσον αι δυτικαί δυνάμεις εγκαταστήσουν βάσεις εις την Ελλάδα και την Ιταλίαν. [967,770,1326,958]
